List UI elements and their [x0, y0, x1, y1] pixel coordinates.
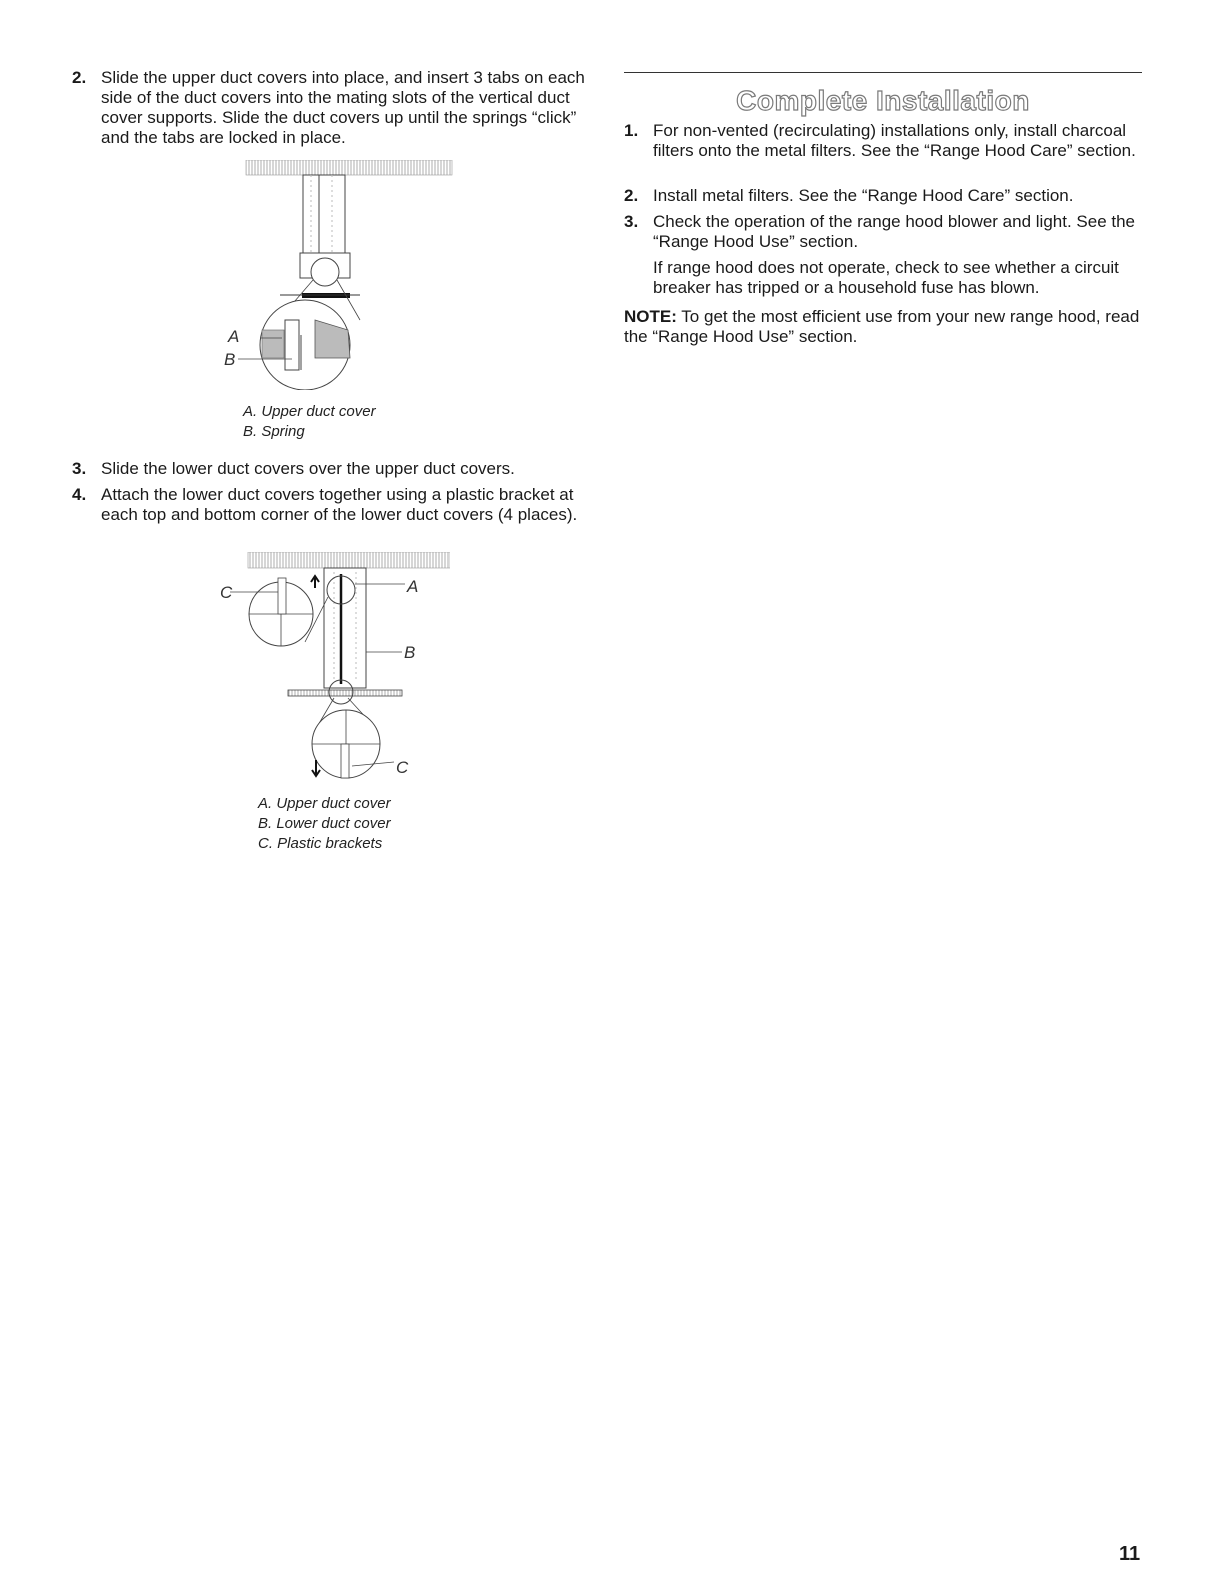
step-text: Install metal filters. See the “Range Hood Care” section.: [653, 186, 1074, 205]
step-number: 2.: [624, 186, 639, 205]
step-text: Slide the upper duct covers into place, and insert 3 tabs on each side of the duct covers into the mating slots of the vertical duct cover supports. Slide the duct covers up until the springs “click” and the tabs are locked in place.: [101, 68, 585, 147]
step-number: 3.: [624, 212, 639, 231]
lower-duct-cover-diagram: [210, 552, 450, 787]
step-number: 4.: [72, 485, 87, 504]
right-step-1: [624, 121, 1144, 183]
step-3-followup: If range hood does not operate, check to see whether a circuit breaker has tripped or a household fuse has blown.: [653, 258, 1119, 297]
callout-c-top: C: [220, 583, 233, 602]
callout-a: A: [228, 327, 240, 346]
page-number: 11: [1119, 1543, 1141, 1565]
callout-a: A: [407, 577, 419, 596]
step-text: Slide the lower duct covers over the upper duct covers.: [101, 459, 515, 478]
step-text: For non-vented (recirculating) installations only, install charcoal filters onto the metal filters. See the “Range Hood Care” section.: [653, 121, 1136, 160]
step-3: [72, 459, 602, 479]
ceiling: [248, 552, 450, 568]
section-title: Complete Installation: [736, 85, 1030, 116]
figure-1-caption-b: B. Spring: [243, 423, 305, 440]
step-number: 2.: [72, 68, 87, 87]
figure-2-caption-a: A. Upper duct cover: [258, 795, 391, 812]
figure-2-caption-c: C. Plastic brackets: [258, 835, 383, 852]
step-text: Check the operation of the range hood blower and light. See the “Range Hood Use” section.: [653, 212, 1136, 251]
section-divider: [624, 72, 1142, 73]
step-text: Attach the lower duct covers together using a plastic bracket at each top and bottom corner of the lower duct covers (4 places).: [101, 485, 578, 524]
figure-1-caption-a: A. Upper duct cover: [243, 403, 376, 420]
callout-b: B: [224, 350, 236, 369]
right-step-2: [624, 186, 1144, 206]
step-number: 3.: [72, 459, 87, 478]
upper-duct-cover-diagram: [200, 160, 460, 390]
ceiling: [246, 160, 452, 175]
figure-2-caption-b: B. Lower duct cover: [258, 815, 391, 832]
note-text: To get the most efficient use from your new range hood, read the “Range Hood Use” section.: [624, 307, 1140, 346]
step-4: [72, 485, 602, 547]
note-label: NOTE:: [624, 307, 677, 326]
duct-cover: [324, 568, 366, 688]
note: [624, 307, 1144, 347]
callout-c-bottom: C: [396, 758, 409, 777]
step-number: 1.: [624, 121, 639, 140]
step-2: [72, 68, 602, 150]
callout-b: B: [404, 643, 416, 662]
right-step-3: [624, 212, 1144, 254]
